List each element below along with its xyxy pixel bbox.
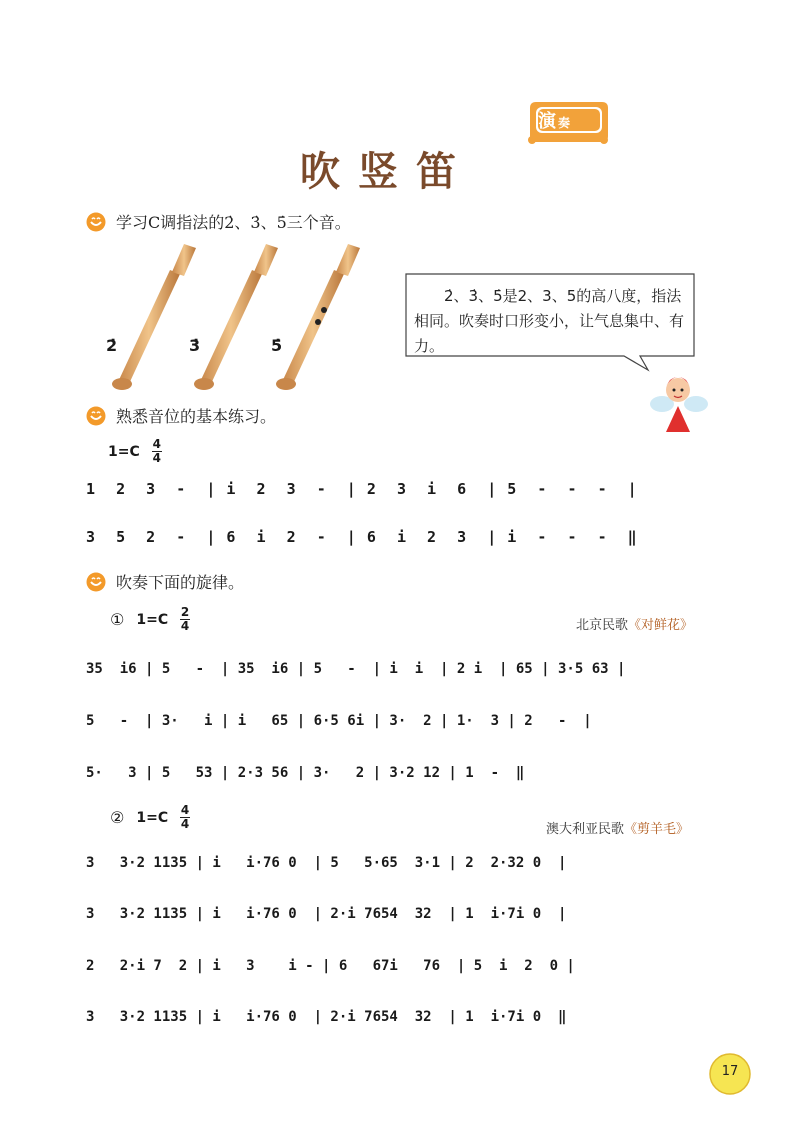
recorder-icon (276, 244, 360, 390)
section-heading-text: 熟悉音位的基本练习。 (116, 407, 277, 426)
song-source (546, 818, 689, 837)
meter-top: 4 (180, 803, 190, 817)
key-text: 1=C (136, 611, 169, 628)
recorder-label: 3̇ (189, 336, 201, 355)
key-signature (108, 438, 162, 465)
meter-top: 2 (180, 605, 190, 619)
tag-label: 演 (538, 111, 556, 132)
meter-top: 4 (152, 437, 161, 451)
meter-bottom: 4 (152, 451, 161, 465)
section-heading-text: 学习C调指法的2̇、3̇、5̇三个音。 (116, 213, 351, 232)
notation-line: 5· 3 | 5 53 | 2·3 56 | 3· 2 | 3·2 12 | 1 - ‖ (86, 765, 525, 781)
piece-header (110, 804, 190, 831)
notation-line: 1 2 3 - | i 2 3 - | 2 3 i 6 | 5 - - - | (86, 480, 638, 498)
section-heading-text: 吹奏下面的旋律。 (116, 573, 245, 592)
key-text: 1=C (108, 443, 140, 460)
notation-line: 3 3·2 1135 | i i·76 0 | 2·i 7654 32 | 1 i·7i 0 ‖ (86, 1009, 567, 1025)
meter-bottom: 4 (180, 817, 190, 831)
key-text: 1=C (136, 809, 169, 826)
smiley-icon (86, 406, 106, 426)
section-heading-1 (86, 210, 351, 233)
page-number: 17 (721, 1064, 739, 1079)
song-title: 《对鲜花》 (628, 618, 694, 633)
recorder-label: 2̇ (106, 336, 118, 355)
page-title: 吹竖笛 (300, 148, 474, 195)
smiley-icon (86, 212, 106, 232)
notation-line: 3 3·2 1135 | i i·76 0 | 5 5·65 3·1 | 2 2·32 0 | (86, 855, 567, 871)
tip-text: 2̇、3̇、5̇是2、3、5的高八度，指法相同。吹奏时口形变小，让气息集中、有力。 (414, 287, 685, 355)
piece-header (110, 606, 190, 633)
recorder-icon (194, 244, 278, 390)
time-signature (152, 438, 162, 465)
source-origin: 北京民歌 (576, 618, 629, 633)
notation-line: 2 2·i 7 2 | i 3 i - | 6 67i 76 | 5 i 2 0 | (86, 958, 575, 974)
song-source (576, 614, 693, 633)
piece-number: ① (110, 610, 125, 629)
song-title: 《剪羊毛》 (624, 822, 690, 837)
notation-line: 3 3·2 1135 | i i·76 0 | 2·i 7654 32 | 1 i·7i 0 | (86, 906, 567, 922)
smiley-icon (86, 572, 106, 592)
recorder-illustrations (100, 240, 400, 400)
recorder-icon (112, 244, 196, 390)
piece-number: ② (110, 808, 125, 827)
section-heading-3 (86, 570, 244, 593)
time-signature (180, 804, 190, 831)
recorder-label: 5̇ (271, 336, 283, 355)
notation-line: 5 - | 3· i | i 65 | 6·5 6i | 3· 2 | 1· 3 | 2 - | (86, 713, 592, 729)
meter-bottom: 4 (180, 619, 190, 633)
section-heading-2 (86, 404, 276, 427)
source-origin: 澳大利亚民歌 (546, 822, 625, 837)
notation-line: 3 5 2 - | 6 i 2 - | 6 i 2 3 | i - - - ‖ (86, 528, 638, 546)
fairy-mascot-icon (648, 362, 708, 434)
time-signature (180, 606, 190, 633)
tag-sublabel: 奏 (558, 116, 571, 130)
notation-line: 35 i6 | 5 - | 35 i6 | 5 - | i i | 2 i | 65 | 3·5 63 | (86, 661, 626, 677)
